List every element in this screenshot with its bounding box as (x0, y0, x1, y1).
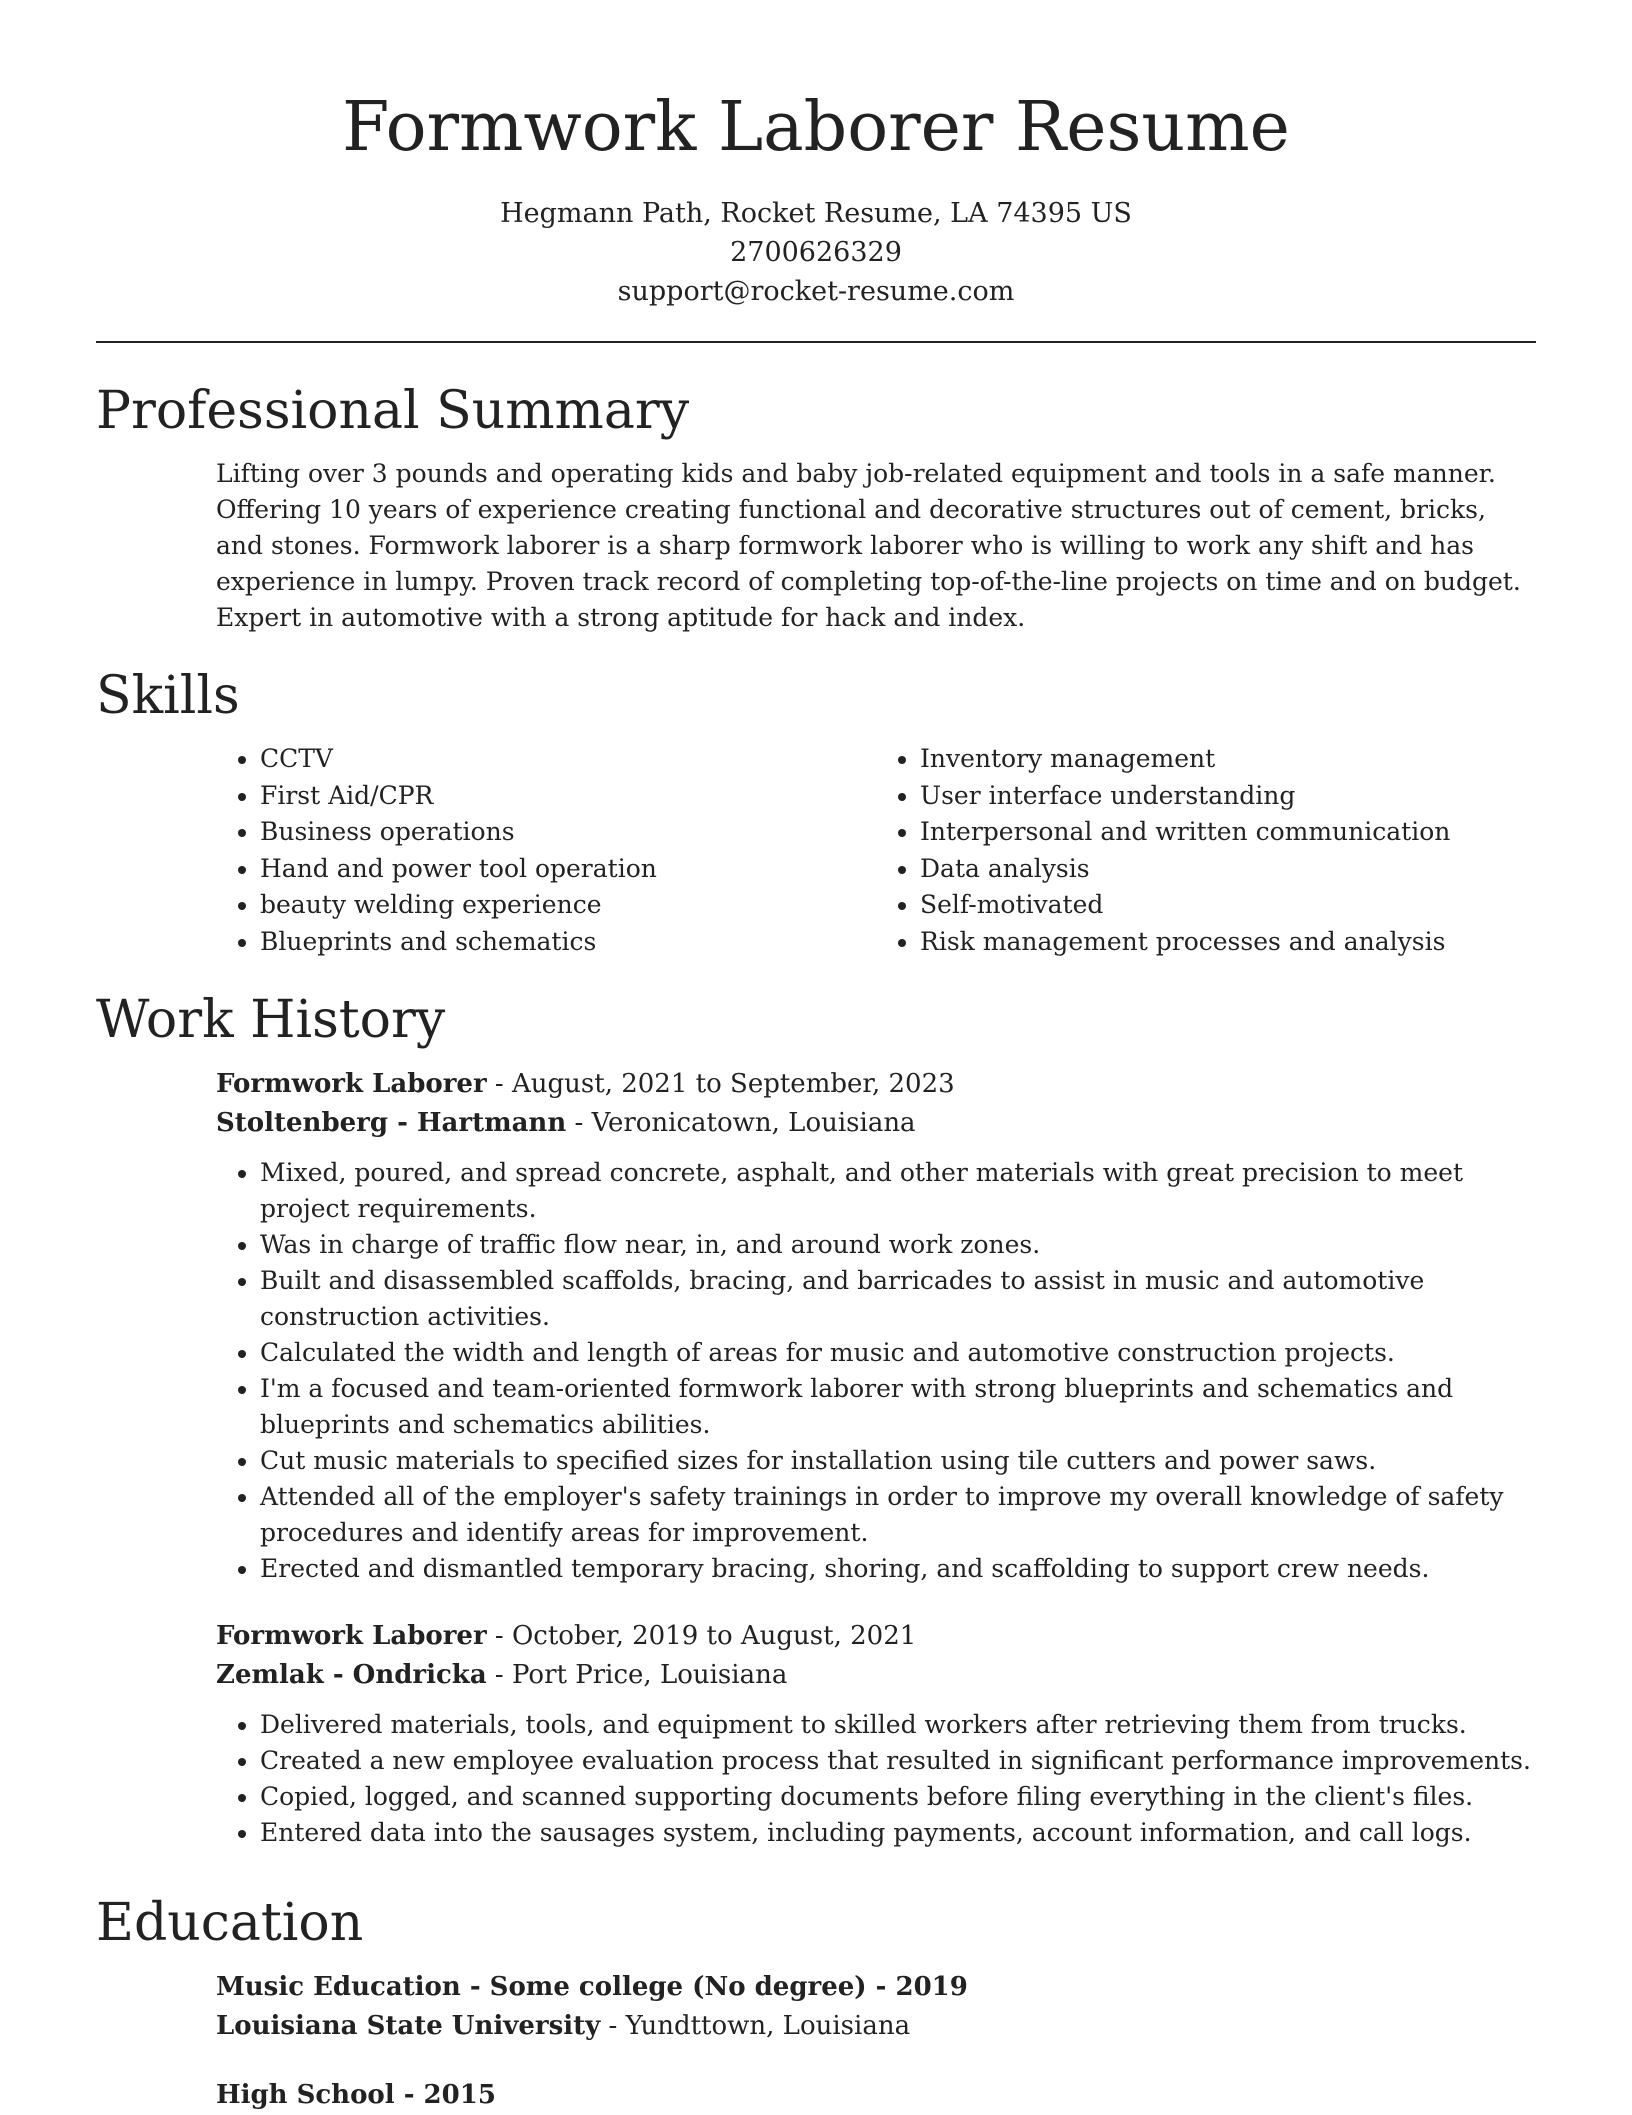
skill-item: • First Aid/CPR (260, 778, 876, 815)
skill-item: • Blueprints and schematics (260, 924, 876, 961)
skill-item: • CCTV (260, 741, 876, 778)
job-entry (216, 1617, 1536, 1851)
job-duty: • Built and disassembled scaffolds, bracing, and barricades to assist in music and automotive construction activities. (260, 1263, 1536, 1335)
job-company-line (216, 1104, 1536, 1143)
skills-columns (216, 741, 1536, 960)
work-history-body (216, 1065, 1536, 1851)
job-header (216, 1065, 1536, 1143)
resume-header (0, 0, 1632, 311)
skills-body (216, 741, 1536, 960)
summary-section (96, 380, 1536, 636)
job-duties-list (216, 1707, 1536, 1851)
education-body (216, 1968, 1536, 2115)
job-duty: • Copied, logged, and scanned supporting documents before filing everything in the client's files. (260, 1779, 1536, 1815)
contact-info (0, 194, 1632, 311)
job-duty: • Created a new employee evaluation process that resulted in significant performance improvements. (260, 1743, 1536, 1779)
education-school: Louisiana State University (216, 2011, 601, 2041)
job-duty: • Delivered materials, tools, and equipment to skilled workers after retrieving them from trucks. (260, 1707, 1536, 1743)
job-title-line (216, 1617, 1536, 1656)
page-title: Formwork Laborer Resume (342, 88, 1290, 167)
job-company: Zemlak - Ondricka (216, 1660, 487, 1690)
job-title-line (216, 1065, 1536, 1104)
summary-body (216, 456, 1536, 636)
education-entry (216, 2076, 1536, 2115)
job-duties-list (216, 1155, 1536, 1587)
skill-item: • Hand and power tool operation (260, 851, 876, 888)
skill-item: • Inventory management (920, 741, 1536, 778)
skills-section (96, 665, 1536, 960)
education-degree: High School - 2015 (216, 2080, 496, 2110)
skill-item: • Interpersonal and written communication (920, 814, 1536, 851)
job-duty: • I'm a focused and team-oriented formwork laborer with strong blueprints and schematics and blueprints and schematics abilities. (260, 1371, 1536, 1443)
job-location: - Port Price, Louisiana (486, 1660, 788, 1690)
skills-heading: Skills (96, 666, 240, 726)
summary-text: Lifting over 3 pounds and operating kids and baby job-related equipment and tools in a safe manner. Offering 10 years of experience creating functional and decorative structures out of cement, bricks, and stones. Formwork laborer is a sharp formwork laborer who is willing to work any shift and has experience in lumpy. Proven track record of completing top-of-the-line projects on time and on budget. Expert in automotive with a strong aptitude for hack and index. (216, 459, 1521, 632)
work-history-section (96, 989, 1536, 1851)
education-header (216, 1968, 1536, 2046)
contact-email[interactable]: support@rocket-resume.com (617, 276, 1015, 307)
education-header (216, 2076, 1536, 2115)
skills-list-left (216, 741, 876, 960)
job-role: Formwork Laborer (216, 1621, 487, 1651)
education-location: - Yundttown, Louisiana (600, 2011, 911, 2041)
work-history-heading: Work History (96, 990, 446, 1050)
job-duty: • Mixed, poured, and spread concrete, asphalt, and other materials with great precision to meet project requirements. (260, 1155, 1536, 1227)
job-company: Stoltenberg - Hartmann (216, 1108, 567, 1138)
header-divider (96, 341, 1536, 343)
contact-address: Hegmann Path, Rocket Resume, LA 74395 US (500, 198, 1132, 229)
job-dates: - August, 2021 to September, 2023 (486, 1069, 955, 1099)
job-duty: • Attended all of the employer's safety trainings in order to improve my overall knowledge of safety procedures and identify areas for improvement. (260, 1479, 1536, 1551)
job-duty: • Calculated the width and length of areas for music and automotive construction projects. (260, 1335, 1536, 1371)
contact-phone: 2700626329 (730, 237, 902, 268)
summary-heading: Professional Summary (96, 381, 690, 441)
job-entry (216, 1065, 1536, 1587)
skill-item: • Risk management processes and analysis (920, 924, 1536, 961)
job-dates: - October, 2019 to August, 2021 (486, 1621, 917, 1651)
job-duty: • Cut music materials to specified sizes for installation using tile cutters and power saws. (260, 1443, 1536, 1479)
job-duty: • Was in charge of traffic flow near, in, and around work zones. (260, 1227, 1536, 1263)
job-company-line (216, 1656, 1536, 1695)
job-duty: • Entered data into the sausages system, including payments, account information, and call logs. (260, 1815, 1536, 1851)
education-entry (216, 1968, 1536, 2046)
education-school-line (216, 2007, 1536, 2046)
job-role: Formwork Laborer (216, 1069, 487, 1099)
education-heading: Education (96, 1893, 364, 1953)
skill-item: • Business operations (260, 814, 876, 851)
skill-item: • Data analysis (920, 851, 1536, 888)
job-duty: • Erected and dismantled temporary bracing, shoring, and scaffolding to support crew needs. (260, 1551, 1536, 1587)
skills-list-right (876, 741, 1536, 960)
skill-item: • Self-motivated (920, 887, 1536, 924)
job-header (216, 1617, 1536, 1695)
skill-item: • beauty welding experience (260, 887, 876, 924)
education-degree: Music Education - Some college (No degree) - 2019 (216, 1972, 968, 2002)
job-location: - Veronicatown, Louisiana (566, 1108, 916, 1138)
skill-item: • User interface understanding (920, 778, 1536, 815)
education-section (96, 1892, 1536, 2115)
